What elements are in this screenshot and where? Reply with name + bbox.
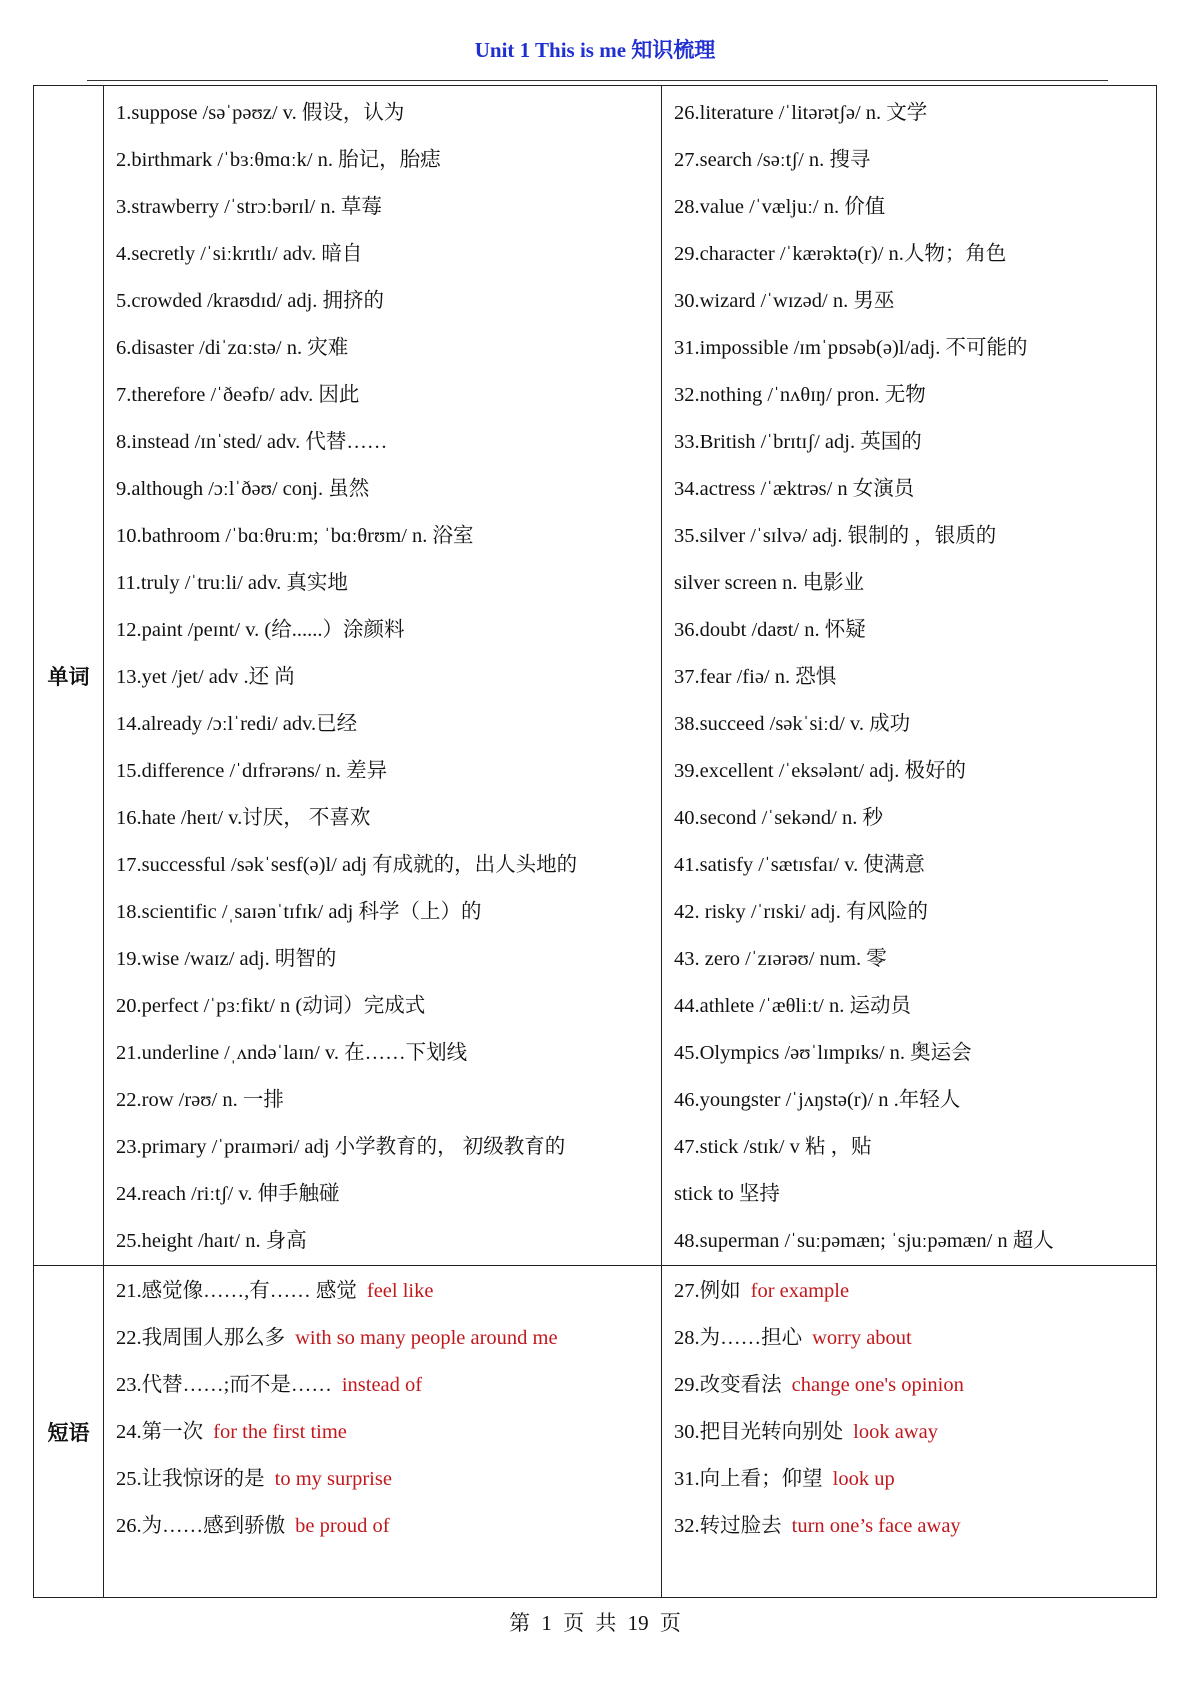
phrase-chinese: 27.例如 [674, 1280, 741, 1302]
word-entry: 22.row /rəʊ/ n. 一排 [116, 1089, 284, 1111]
word-entry: 41.satisfy /ˈsætɪsfaɪ/ v. 使满意 [674, 854, 925, 876]
phrase-english: be proud of [295, 1515, 390, 1537]
phrase-entry [116, 1503, 661, 1550]
word-entry: 34.actress /ˈæktrəs/ n 女演员 [674, 478, 915, 500]
word-entry: 5.crowded /kraʊdɪd/ adj. 拥挤的 [116, 290, 385, 312]
phrase-english: feel like [366, 1280, 434, 1302]
word-entry: 14.already /ɔːlˈredi/ adv.已经 [116, 713, 358, 735]
phrase-entry [674, 1362, 1156, 1409]
phrase-chinese: 26.为……感到骄傲 [116, 1515, 286, 1537]
phrase-english: look up [832, 1468, 895, 1490]
word-entry: 37.fear /fiə/ n. 恐惧 [674, 666, 837, 688]
word-entry: 38.succeed /səkˈsiːd/ v. 成功 [674, 713, 911, 735]
word-entry: 9.although /ɔːlˈðəʊ/ conj. 虽然 [116, 478, 370, 500]
word-entry: 48.superman /ˈsuːpəmæn; ˈsjuːpəmæn/ n 超人 [674, 1230, 1054, 1252]
phrases-column-right [662, 1266, 1156, 1597]
phrase-entry [674, 1315, 1156, 1362]
words-section-label: 单词 [34, 86, 104, 1265]
phrase-chinese: 22.我周围人那么多 [116, 1327, 286, 1349]
phrase-chinese: 29.改变看法 [674, 1374, 782, 1396]
phrase-entry [116, 1315, 661, 1362]
word-entry: 31.impossible /ɪmˈpɒsəb(ə)l/adj. 不可能的 [674, 337, 1028, 359]
word-entry: 47.stick /stɪk/ v 粘 ，贴 [674, 1136, 872, 1158]
phrase-chinese: 32.转过脸去 [674, 1515, 782, 1537]
word-entry: 32.nothing /ˈnʌθɪŋ/ pron. 无物 [674, 384, 926, 406]
words-column-left [104, 86, 662, 1265]
phrase-chinese: 21.感觉像……,有…… 感觉 [116, 1280, 357, 1302]
word-entry: 13.yet /jet/ adv .还 尚 [116, 666, 295, 688]
word-entry: 24.reach /riːtʃ/ v. 伸手触碰 [116, 1183, 340, 1205]
word-entry: 39.excellent /ˈeksələnt/ adj. 极好的 [674, 760, 967, 782]
word-entry: 2.birthmark /ˈbɜːθmɑːk/ n. 胎记，胎痣 [116, 149, 441, 171]
phrase-entry [674, 1268, 1156, 1315]
phrase-chinese: 31.向上看；仰望 [674, 1468, 823, 1490]
word-entry: 11.truly /ˈtruːli/ adv. 真实地 [116, 572, 348, 594]
word-entry: 28.value /ˈvæljuː/ n. 价值 [674, 196, 886, 218]
phrase-entry [116, 1409, 661, 1456]
word-entry: 33.British /ˈbrɪtɪʃ/ adj. 英国的 [674, 431, 922, 453]
word-entry: 12.paint /peɪnt/ v. (给......）涂颜料 [116, 619, 405, 641]
word-entry: 29.character /ˈkærəktə(r)/ n.人物；角色 [674, 243, 1007, 265]
word-entry: 27.search /səːtʃ/ n. 搜寻 [674, 149, 871, 171]
phrase-entry [116, 1268, 661, 1315]
word-entry: 30.wizard /ˈwɪzəd/ n. 男巫 [674, 290, 895, 312]
phrase-english: turn one’s face away [791, 1515, 961, 1537]
word-entry: 16.hate /heɪt/ v.讨厌， 不喜欢 [116, 807, 371, 829]
phrase-english: change one's opinion [791, 1374, 964, 1396]
words-column-right [662, 86, 1156, 1265]
phrase-english: with so many people around me [295, 1327, 558, 1349]
word-entry: 23.primary /ˈpraɪməri/ adj 小学教育的， 初级教育的 [116, 1136, 566, 1158]
word-entry: 21.underline /ˌʌndəˈlaɪn/ v. 在……下划线 [116, 1042, 468, 1064]
word-entry: 3.strawberry /ˈstrɔːbərɪl/ n. 草莓 [116, 196, 382, 218]
phrase-chinese: 30.把目光转向别处 [674, 1421, 844, 1443]
phrase-entry [674, 1456, 1156, 1503]
word-entry: 46.youngster /ˈjʌŋstə(r)/ n .年轻人 [674, 1089, 961, 1111]
word-entry: 40.second /ˈsekənd/ n. 秒 [674, 807, 883, 829]
word-entry: 15.difference /ˈdɪfrərəns/ n. 差异 [116, 760, 388, 782]
phrase-entry [116, 1362, 661, 1409]
page-footer: 第 1 页 共 19 页 [509, 1611, 681, 1635]
word-entry: 20.perfect /ˈpɜːfikt/ n (动词）完成式 [116, 995, 426, 1017]
word-entry: 44.athlete /ˈæθliːt/ n. 运动员 [674, 995, 912, 1017]
word-entry: 7.therefore /ˈðeəfɒ/ adv. 因此 [116, 384, 360, 406]
phrases-section [34, 1265, 1156, 1597]
phrase-english: for the first time [213, 1421, 347, 1443]
word-entry: 8.instead /ɪnˈsted/ adv. 代替…… [116, 431, 388, 453]
word-entry: 36.doubt /daʊt/ n. 怀疑 [674, 619, 866, 641]
word-entry: 42. risky /ˈrɪski/ adj. 有风险的 [674, 901, 928, 923]
title-underline [87, 80, 1108, 81]
word-entry: 17.successful /səkˈsesf(ə)l/ adj 有成就的，出人头地的 [116, 854, 578, 876]
words-section [34, 86, 1156, 1265]
phrase-chinese: 25.让我惊讶的是 [116, 1468, 265, 1490]
phrase-entry [674, 1503, 1156, 1550]
word-entry: 25.height /haɪt/ n. 身高 [116, 1230, 307, 1252]
word-entry: stick to 坚持 [674, 1183, 780, 1205]
phrase-english: worry about [812, 1327, 912, 1349]
word-entry: 26.literature /ˈlitərətʃə/ n. 文学 [674, 102, 928, 124]
phrase-english: to my surprise [274, 1468, 392, 1490]
word-entry: 18.scientific /ˌsaɪənˈtɪfɪk/ adj 科学（上）的 [116, 901, 482, 923]
phrase-chinese: 28.为……担心 [674, 1327, 803, 1349]
phrases-column-left [104, 1266, 662, 1597]
word-entry: 6.disaster /diˈzɑːstə/ n. 灾难 [116, 337, 349, 359]
word-entry: 1.suppose /səˈpəʊz/ v. 假设，认为 [116, 102, 405, 124]
word-entry: 10.bathroom /ˈbɑːθruːm; ˈbɑːθrʊm/ n. 浴室 [116, 525, 474, 547]
phrase-entry [116, 1456, 661, 1503]
word-entry: 4.secretly /ˈsiːkrɪtlɪ/ adv. 暗自 [116, 243, 363, 265]
phrase-entry [674, 1409, 1156, 1456]
phrase-english: instead of [341, 1374, 423, 1396]
word-entry: 43. zero /ˈzɪərəʊ/ num. 零 [674, 948, 887, 970]
vocabulary-table [33, 85, 1157, 1598]
phrase-english: look away [853, 1421, 938, 1443]
word-entry: 45.Olympics /əʊˈlɪmpɪks/ n. 奥运会 [674, 1042, 972, 1064]
page-title: Unit 1 This is me 知识梳理 [474, 38, 716, 62]
word-entry: 35.silver /ˈsɪlvə/ adj. 银制的 ，银质的 [674, 525, 997, 547]
phrase-english: for example [750, 1280, 850, 1302]
phrases-section-label: 短语 [34, 1266, 104, 1597]
phrase-chinese: 23.代替……;而不是…… [116, 1374, 332, 1396]
word-entry: silver screen n. 电影业 [674, 572, 865, 594]
word-entry: 19.wise /waɪz/ adj. 明智的 [116, 948, 337, 970]
phrase-chinese: 24.第一次 [116, 1421, 204, 1443]
